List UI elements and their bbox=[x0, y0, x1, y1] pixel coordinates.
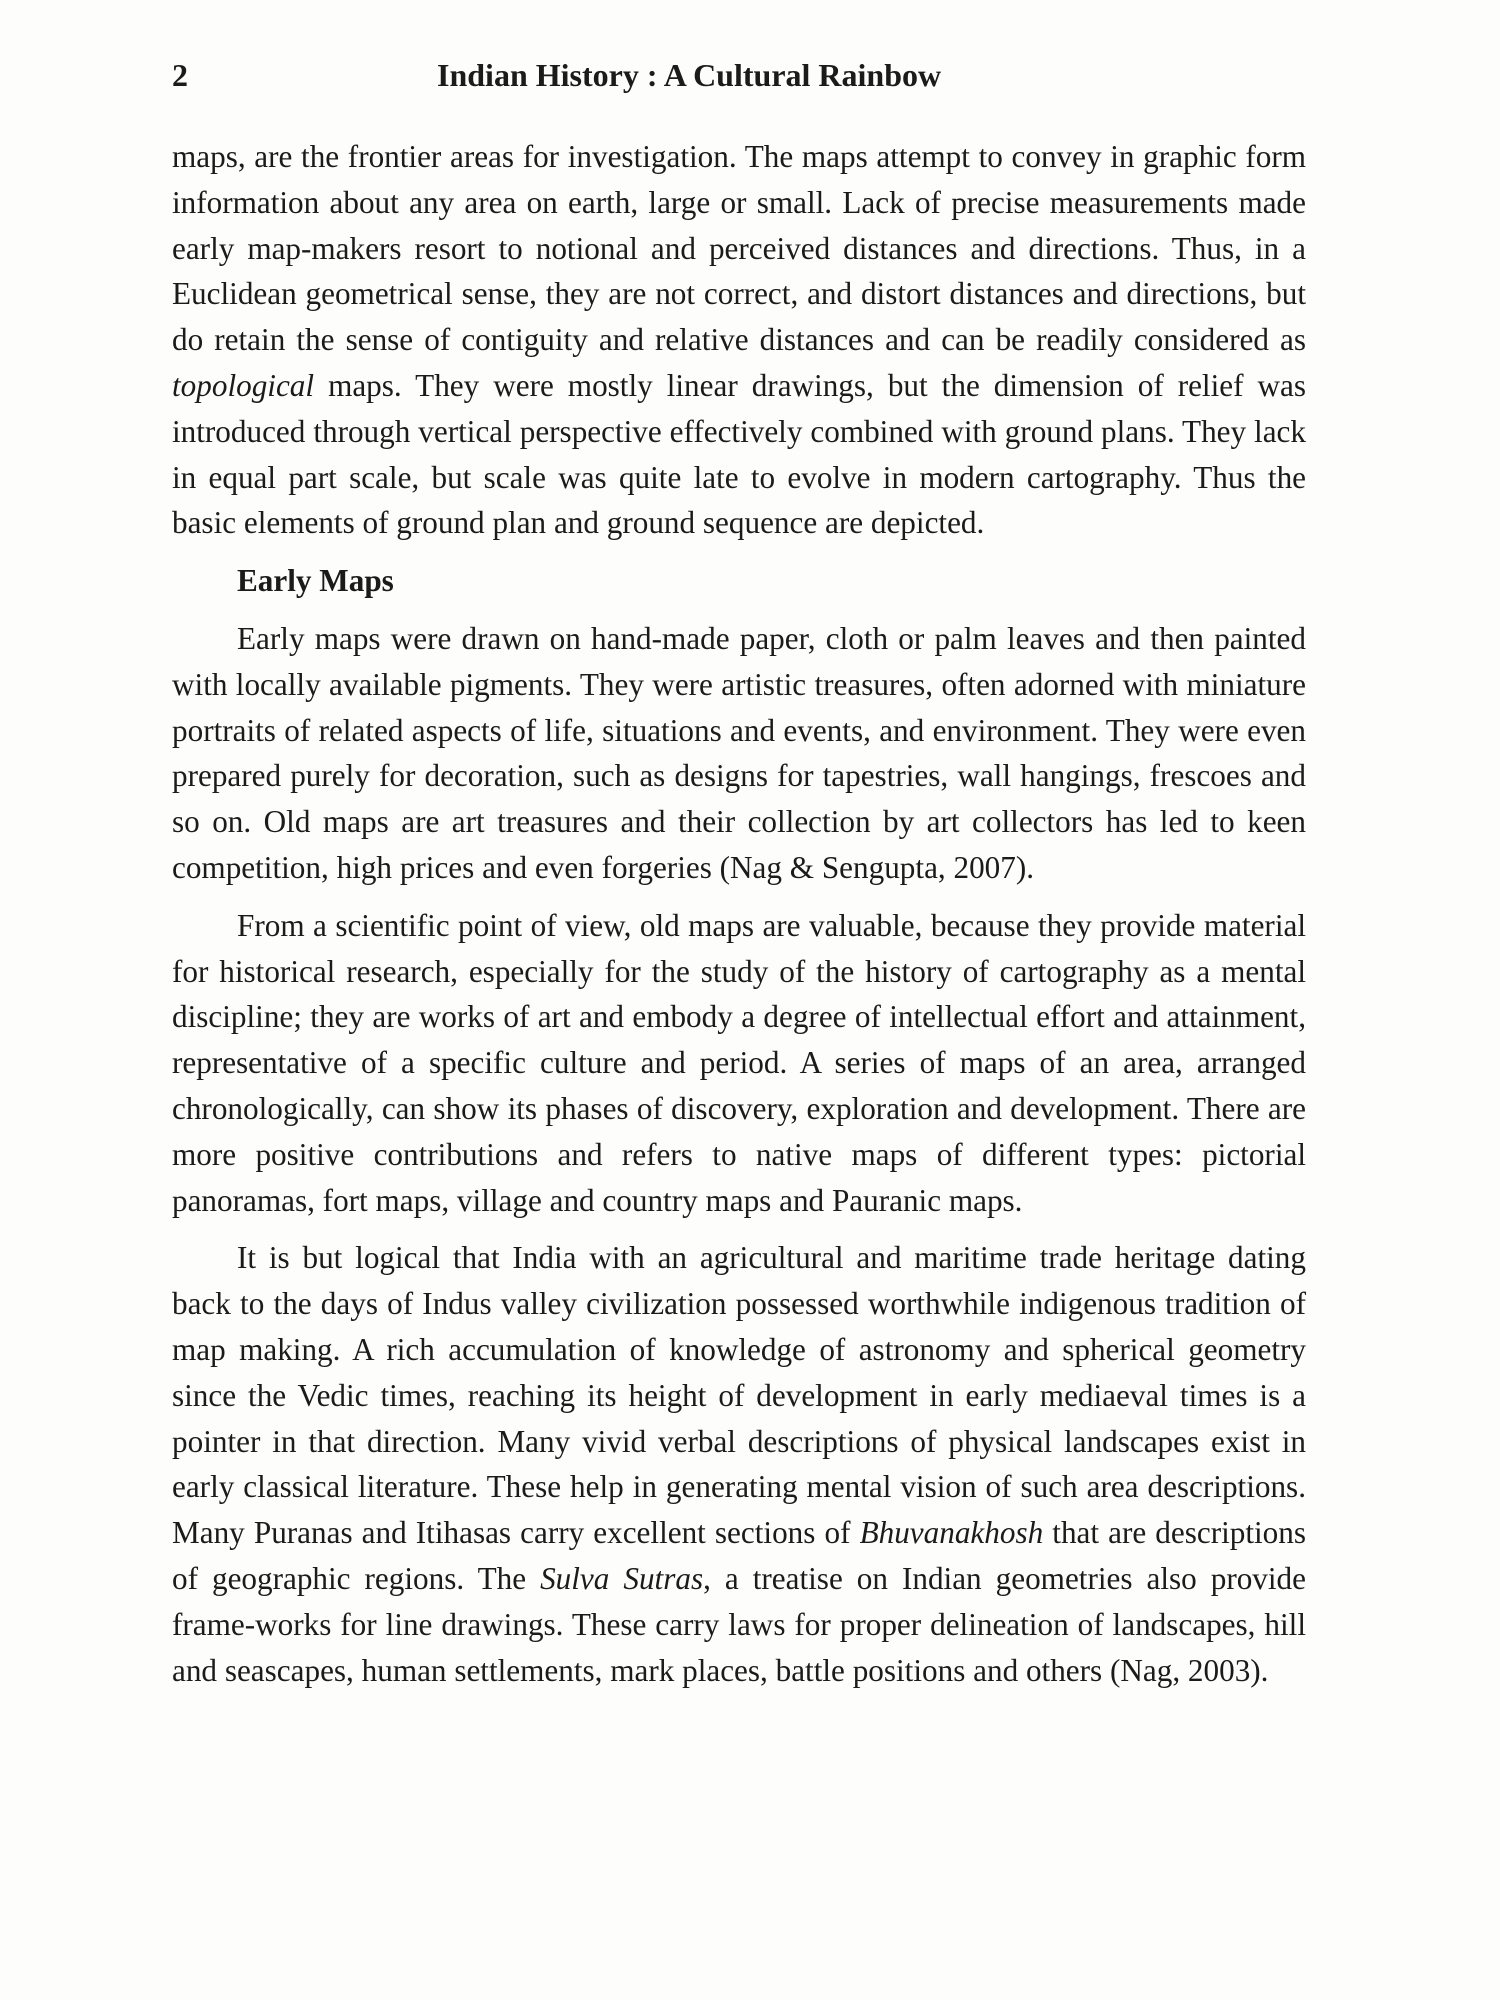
intro-text-1: maps, are the frontier areas for investigation. The maps attempt to convey in graphic form information about any area on earth, large or small. Lack of precise measurements made early map-makers resort to notional and perceived distances and directions. Thus, in a Euclidean geometrical sense, they are not correct, and distort distances and directions, but do retain the sense of contiguity and relative distances and can be readily considered as bbox=[172, 139, 1306, 358]
paragraph-india-tradition bbox=[172, 1235, 1306, 1693]
paragraph-early-maps: Early maps were drawn on hand-made paper, cloth or palm leaves and then painted with locally available pigments. They were artistic treasures, often adorned with miniature portraits of related aspects of life, situations and events, and environment. They were even prepared purely for decoration, such as designs for tapestries, wall hangings, frescoes and so on. Old maps are art treasures and their collection by art collectors has led to keen competition, high prices and even forgeries (Nag & Sengupta, 2007). bbox=[172, 620, 1306, 885]
intro-paragraph bbox=[172, 134, 1306, 546]
intro-italic-topological: topological bbox=[172, 367, 315, 403]
book-title: Indian History : A Cultural Rainbow bbox=[437, 57, 942, 93]
paragraph-text-3: , a treatise on Indian geometries also provide frame-works for line drawings. These carry laws for proper delineation of landscapes, hill and seascapes, human settlements, mark places, battle positions and others (Nag, 2003). bbox=[172, 1560, 1306, 1688]
paragraph-text-2: that are descriptions of geographic regions. The bbox=[172, 1515, 1306, 1596]
page-number: 2 bbox=[172, 57, 188, 93]
paragraph-scientific-view: From a scientific point of view, old maps are valuable, because they provide material for historical research, especially for the study of the history of cartography as a mental discipline; they are works of art and embody a degree of intellectual effort and attainment, representative of a specific culture and period. A series of maps of an area, arranged chronologically, can show its phases of discovery, exploration and development. There are more positive contributions and refers to native maps of different types: pictorial panoramas, fort maps, village and country maps and Pauranic maps. bbox=[172, 907, 1306, 1218]
italic-sulva-sutras: Sulva Sutras bbox=[540, 1560, 704, 1596]
running-head bbox=[172, 52, 1306, 98]
intro-text-2: maps. They were mostly linear drawings, but the dimension of relief was introduced through vertical perspective effectively combined with ground plans. They lack in equal part scale, but scale was quite late to evolve in modern cartography. Thus the basic elements of ground plan and ground sequence are depicted. bbox=[172, 367, 1306, 541]
italic-bhuvanakhosh: Bhuvanakhosh bbox=[859, 1515, 1044, 1551]
body-text bbox=[172, 134, 1306, 1693]
section-heading: Early Maps bbox=[237, 563, 394, 599]
paragraph-text-1: It is but logical that India with an agricultural and maritime trade heritage dating back to the days of Indus valley civilization possessed worthwhile indigenous tradition of map making. A rich accumulation of knowledge of astronomy and spherical geometry since the Vedic times, reaching its height of development in early mediaeval times is a pointer in that direction. Many vivid verbal descriptions of physical landscapes exist in early classical literature. These help in generating mental vision of such area descriptions. Many Puranas and Itihasas carry excellent sections of bbox=[172, 1240, 1306, 1551]
